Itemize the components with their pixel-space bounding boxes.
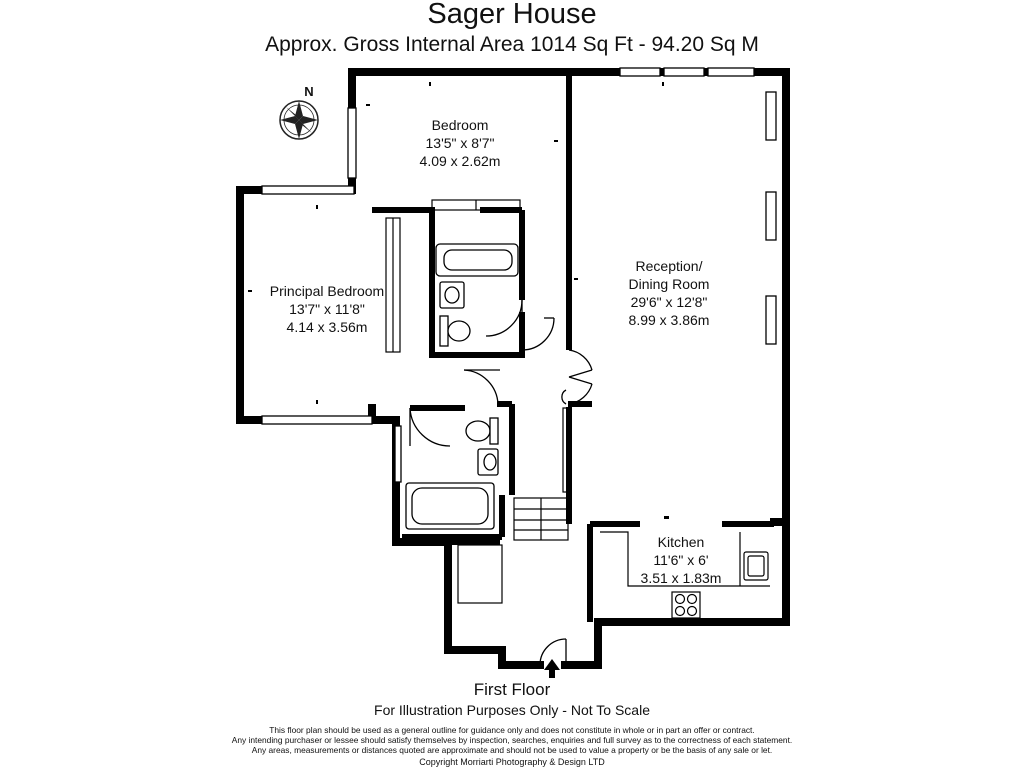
bathtub-icon	[436, 244, 518, 276]
reception-name: Reception/	[635, 258, 703, 274]
illustration-note: For Illustration Purposes Only - Not To Scale	[374, 702, 650, 718]
entrance-arrow-icon	[544, 659, 560, 678]
toilet-icon	[466, 418, 498, 444]
staircase	[514, 498, 568, 540]
toilet-icon	[440, 316, 470, 346]
compass-rose-icon	[280, 101, 318, 139]
principal-bedroom-imperial: 13'7" x 11'8"	[289, 301, 365, 317]
reception-name-line2: Dining Room	[628, 276, 710, 292]
disclaimer-line: Any intending purchaser or lessee should satisfy themselves by inspection, searches, enquiries and full survey as to the correctness of each statement.	[231, 735, 793, 745]
reception-imperial: 29'6" x 12'8"	[630, 294, 708, 310]
bedroom-metric: 4.09 x 2.62m	[419, 153, 501, 169]
gross-area-subtitle: Approx. Gross Internal Area 1014 Sq Ft - 94.20 Sq M	[265, 33, 759, 56]
kitchen-metric: 3.51 x 1.83m	[640, 570, 722, 586]
reception-metric: 8.99 x 3.86m	[628, 312, 710, 328]
disclaimer-line: This floor plan should be used as a general outline for guidance only and does not constitute in whole or in part an offer or contract.	[269, 725, 755, 735]
principal-bedroom-metric: 4.14 x 3.56m	[286, 319, 368, 335]
disclaimer-line: Any areas, measurements or distances quoted are approximate and should not be used to value a property or be the basis of any sale or let.	[251, 745, 773, 755]
kitchen-name: Kitchen	[657, 534, 705, 550]
page-title: Sager House	[427, 0, 597, 30]
sink-icon	[744, 552, 768, 580]
kitchen-imperial: 11'6" x 6'	[653, 552, 709, 568]
copyright-notice: Copyright Morriarti Photography & Design LTD	[419, 757, 605, 767]
bedroom-imperial: 13'5" x 8'7"	[425, 135, 495, 151]
principal-bedroom-name: Principal Bedroom	[269, 283, 385, 299]
washbasin-icon	[478, 449, 498, 475]
floor-name: First Floor	[473, 680, 551, 699]
hob-icon	[672, 592, 700, 618]
bedroom-name: Bedroom	[431, 117, 489, 133]
compass-north-label: N	[304, 84, 314, 99]
bathtub-icon	[406, 483, 494, 529]
washbasin-icon	[440, 282, 464, 308]
